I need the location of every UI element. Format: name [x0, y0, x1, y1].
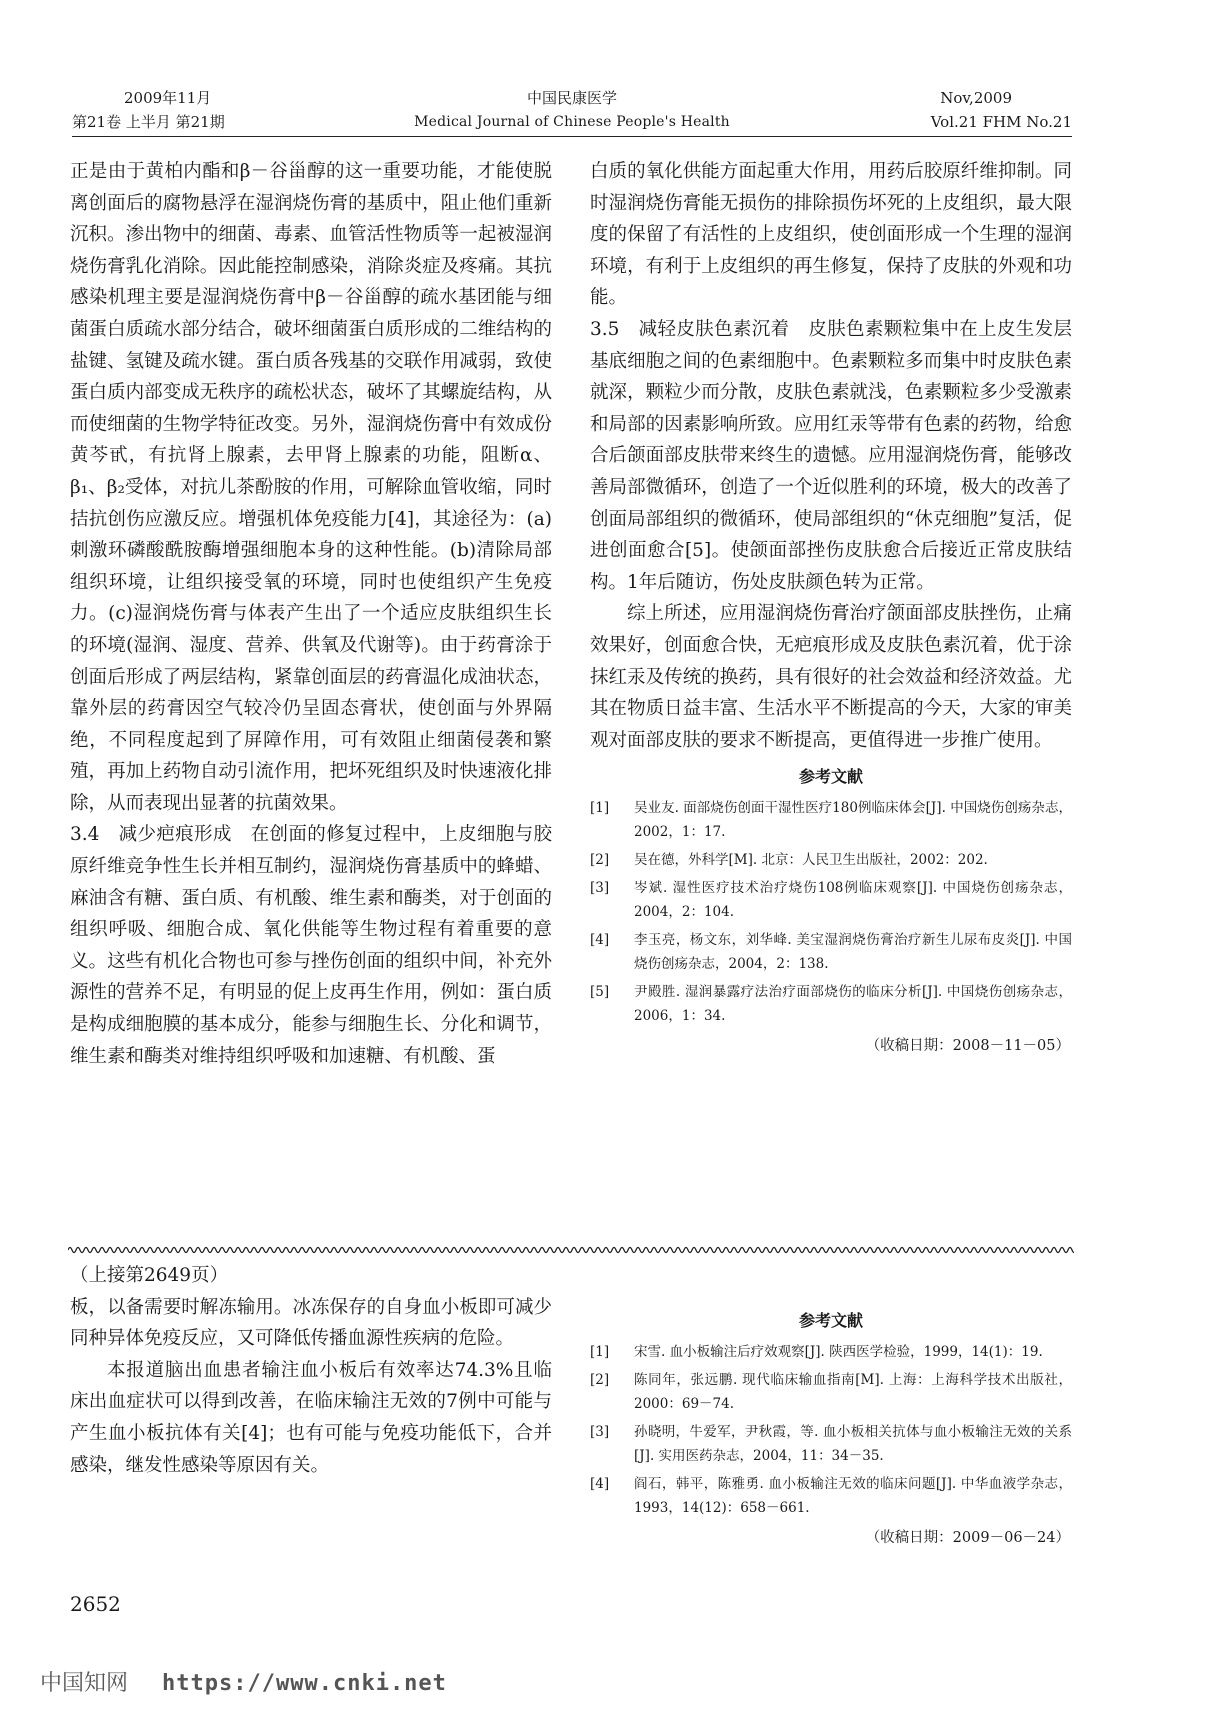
reference-item [590, 1420, 1072, 1468]
paragraph: 板，以备需要时解冻输用。冰冻保存的自身血小板即可减少同种异体免疫反应，又可降低传播血源性疾病的危险。 [70, 1296, 552, 1350]
reference-text: 岑斌. 湿性医疗技术治疗烧伤108例临床观察[J]. 中国烧伤创疡杂志，2004，2：104. [634, 880, 1072, 921]
paragraph: 白质的氧化供能方面起重大作用，用药后胶原纤维抑制。同时湿润烧伤膏能无损伤的排除损伤坏死的上皮组织，最大限度的保留了有活性的上皮组织，使创面形成一个生理的湿润环境，有利于上皮组织的再生修复，保持了皮肤的外观和功能。 [590, 161, 1072, 309]
paragraph: 正是由于黄柏内酯和β－谷甾醇的这一重要功能，才能使脱离创面后的腐物悬浮在湿润烧伤膏的基质中，阻止他们重新沉积。渗出物中的细菌、毒素、血管活性物质等一起被湿润烧伤膏乳化消除。因此能控制感染，消除炎症及疼痛。其抗感染机理主要是湿润烧伤膏中β－谷甾醇的疏水基团能与细菌蛋白质疏水部分结合，破坏细菌蛋白质形成的二维结构的盐键、氢键及疏水键。蛋白质各残基的交联作用减弱，致使蛋白质内部变成无秩序的疏松状态，破坏了其螺旋结构，从而使细菌的生物学特征改变。另外，湿润烧伤膏中有效成份黄芩甙，有抗肾上腺素，去甲肾上腺素的功能，阻断α、β₁、β₂受体，对抗儿茶酚胺的作用，可解除血管收缩，同时拮抗创伤应激反应。增强机体免疫能力[4]，其途径为：(a)刺激环磷酸酰胺酶增强细胞本身的这种性能。(b)清除局部组织环境，让组织接受氧的环境，同时也使组织产生免疫力。(c)湿润烧伤膏与体表产生出了一个适应皮肤组织生长的环境(湿润、湿度、营养、供氧及代谢等)。由于药膏涂于创面后形成了两层结构，紧靠创面层的药膏温化成油状态，靠外层的药膏因空气较冷仍呈固态膏状，使创面与外界隔绝，不同程度起到了屏障作用，可有效阻止细菌侵袭和繁殖，再加上药物自动引流作用，把坏死组织及时快速液化排除，从而表现出显著的抗菌效果。 [70, 161, 552, 814]
reference-item [590, 980, 1072, 1028]
reference-item [590, 876, 1072, 924]
header-volume-en: Vol.21 FHM No.21 [930, 113, 1072, 131]
reference-list [590, 796, 1072, 1028]
reference-number: [5] [590, 984, 610, 1001]
article-column-right [590, 156, 1072, 1058]
reference-number: [2] [590, 1372, 610, 1388]
header-date-cn: 2009年11月 [124, 89, 212, 107]
received-date: （收稿日期：2008－11－05） [865, 1038, 1070, 1055]
reference-number: [4] [590, 932, 610, 949]
header-volume-cn: 第21卷 上半月 第21期 [72, 113, 225, 131]
reference-text: 孙晓明，牛爱军，尹秋霞，等. 血小板相关抗体与血小板输注无效的关系[J]. 实用医药杂志，2004，11：34－35. [634, 1424, 1072, 1464]
paragraph: 本报道脑出血患者输注血小板后有效率达74.3%且临床出血症状可以得到改善，在临床输注无效的7例中可能与产生血小板抗体有关[4]；也有可能与免疫功能低下，合并感染，继发性感染等原因有关。 [70, 1359, 552, 1476]
reference-number: [3] [590, 880, 610, 897]
section-3-4 [70, 819, 552, 1072]
reference-text: 李玉亮，杨文东，刘华峰. 美宝湿润烧伤膏治疗新生儿尿布皮炎[J]. 中国烧伤创疡杂志，2004，2：138. [634, 932, 1072, 973]
footer-url[interactable]: https://www.cnki.net [162, 1671, 447, 1696]
continued-article-column [70, 1260, 552, 1481]
reference-text: 尹殿胜. 湿润暴露疗法治疗面部烧伤的临床分析[J]. 中国烧伤创疡杂志，2006，1：34. [634, 984, 1072, 1025]
header-journal-cn: 中国民康医学 [526, 89, 617, 107]
reference-list [590, 1340, 1072, 1520]
header-journal [72, 86, 1072, 134]
reference-text: 陈同年，张远鹏. 现代临床输血指南[M]. 上海：上海科学技术出版社，2000：69－74. [634, 1372, 1072, 1412]
header-right [931, 86, 1072, 134]
section-3-5 [590, 314, 1072, 598]
reference-text: 吴在德，外科学[M]. 北京：人民卫生出版社，2002：202. [634, 852, 988, 869]
footer-site-name: 中国知网 [40, 1671, 129, 1696]
section-heading: 3.4 减少疤痕形成 [70, 824, 232, 846]
references-title: 参考文献 [798, 767, 863, 787]
reference-number: [3] [590, 1424, 610, 1440]
section-body: 皮肤色素颗粒集中在上皮生发层基底细胞之间的色素细胞中。色素颗粒多而集中时皮肤色素就深，颗粒少而分散，皮肤色素就浅，色素颗粒多少受激素和局部的因素影响所致。应用红汞等带有色素的药物，给愈合后颌面部皮肤带来终生的遗憾。应用湿润烧伤膏，能够改善局部微循环，创造了一个近似胜利的环境，极大的改善了创面局部组织的微循环，使局部组织的“休克细胞”复活，促进创面愈合[5]。使颌面部挫伤皮肤愈合后接近正常皮肤结构。1年后随访，伤处皮肤颜色转为正常。 [590, 318, 1072, 593]
reference-item [590, 928, 1072, 976]
reference-item [590, 796, 1072, 844]
page-number: 2652 [70, 1592, 121, 1616]
received-date: （收稿日期：2009－06－24） [865, 1530, 1070, 1546]
running-header [72, 86, 1072, 137]
section-body: 在创面的修复过程中，上皮细胞与胶原纤维竞争性生长并相互制约，湿润烧伤膏基质中的蜂蜡、麻油含有糖、蛋白质、有机酸、维生素和酶类，对于创面的组织呼吸、细胞合成、氧化供能等生物过程有着重要的意义。这些有机化合物也可参与挫伤创面的组织中间，补充外源性的营养不足，有明显的促上皮再生作用，例如：蛋白质是构成细胞膜的基本成分，能参与细胞生长、分化和调节，维生素和酶类对维持组织呼吸和加速糖、有机酸、蛋 [70, 824, 552, 1067]
wavy-separator [68, 1244, 1074, 1256]
conclusion-paragraph: 综上所述，应用湿润烧伤膏治疗颌面部皮肤挫伤，止痛效果好，创面愈合快，无疤痕形成及皮肤色素沉着，优于涂抹红汞及传统的换药，具有很好的社会效益和经济效益。尤其在物质日益丰富、生活水平不断提高的今天，大家的审美观对面部皮肤的要求不断提高，更值得进一步推广使用。 [590, 603, 1072, 751]
footer-watermark [40, 1666, 447, 1697]
continued-references-column [590, 1300, 1072, 1550]
header-date-en: Nov,2009 [940, 89, 1012, 107]
reference-item [590, 1368, 1072, 1416]
article-column-left [70, 156, 552, 1072]
reference-text: 阎石，韩平，陈雅勇. 血小板输注无效的临床问题[J]. 中华血液学杂志，1993，14(12)：658－661. [634, 1476, 1072, 1516]
continued-note: （上接第2649页） [70, 1265, 229, 1286]
reference-text: 宋雪. 血小板输注后疗效观察[J]. 陕西医学检验，1999，14(1)：19. [634, 1344, 1043, 1360]
reference-text: 吴业友. 面部烧伤创面干湿性医疗180例临床体会[J]. 中国烧伤创疡杂志，2002，1：17. [634, 800, 1072, 841]
reference-number: [2] [590, 852, 610, 869]
reference-number: [4] [590, 1476, 610, 1492]
reference-item [590, 1340, 1072, 1364]
header-journal-en: Medical Journal of Chinese People's Health [414, 114, 730, 130]
section-heading: 3.5 减轻皮肤色素沉着 [590, 318, 790, 340]
reference-number: [1] [590, 800, 610, 817]
references-title: 参考文献 [798, 1311, 863, 1330]
reference-item [590, 848, 1072, 872]
reference-item [590, 1472, 1072, 1520]
reference-number: [1] [590, 1344, 610, 1360]
